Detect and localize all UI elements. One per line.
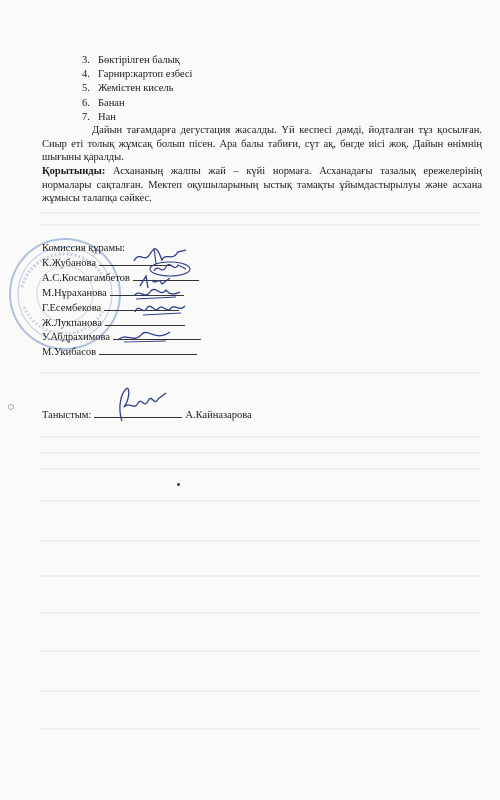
member-line: К.Жубанова: [42, 256, 201, 271]
bleed-through: [40, 372, 480, 374]
menu-item: 4. Гарнир:картоп езбесі: [82, 69, 193, 81]
tasting-paragraph: Дайын тағамдарға дегустация жасалды. Үй кеспесі дәмді, йодталған тұз қосылған. Сиыр еті толық жұмсақ болып пісен. Ара балы табиғи, сүт ақ, бөгде иісі жоқ. Дайын өнімнің шығыны қаралды.: [42, 125, 482, 164]
acknowledgement-label: Таныстым:: [42, 410, 92, 421]
signature-kainazarova: [108, 385, 168, 425]
bleed-through: [40, 650, 480, 652]
member-line: М.Нұраханова: [42, 286, 201, 301]
member-line: А.С.Космагамбетов: [42, 271, 201, 286]
bleed-through: [40, 612, 480, 614]
member-line: М.Укибасов: [42, 345, 201, 360]
member-line: Г.Есембекова: [42, 301, 201, 316]
conclusion-text: Асхананың жалпы жай – күйі нормаға. Асханадағы тазалық ережелерінің нормалары сақталған. Мектеп оқушыларының ыстық тамақты ұйымдастырылуы және асхана жұмысы талапқа сәйкес.: [42, 166, 482, 205]
bleed-through: [40, 690, 480, 692]
bleed-through: [40, 540, 480, 542]
bleed-through: [40, 452, 480, 454]
menu-item: 5. Жемістен кисель: [82, 83, 174, 95]
bleed-through: [40, 212, 480, 214]
menu-item: 3. Бөктірілген балық: [82, 55, 180, 66]
member-line: Ж.Лукпанова: [42, 316, 201, 331]
signature-lukpanova: [133, 300, 187, 318]
conclusion-label: Қорытынды:: [42, 166, 106, 177]
conclusion-paragraph: [42, 165, 482, 206]
signature-ukibasov: [116, 326, 172, 346]
ink-dot: [177, 483, 180, 486]
bleed-through: [40, 224, 480, 226]
menu-list: [82, 54, 192, 125]
bleed-through: [40, 575, 480, 577]
acknowledgement-name: А.Кайназарова: [185, 410, 252, 421]
member-line: У.Абдрахимова: [42, 330, 201, 345]
menu-item: 6. Банан: [82, 97, 125, 109]
bleed-through: [40, 500, 480, 502]
bleed-through: [40, 728, 480, 730]
signature-line: [99, 345, 197, 355]
scan-mark: [8, 404, 14, 410]
commission-title: Комиссия құрамы:: [42, 243, 126, 254]
menu-item: 7. Нан: [82, 111, 116, 123]
bleed-through: [40, 468, 480, 470]
bleed-through: [40, 436, 480, 438]
